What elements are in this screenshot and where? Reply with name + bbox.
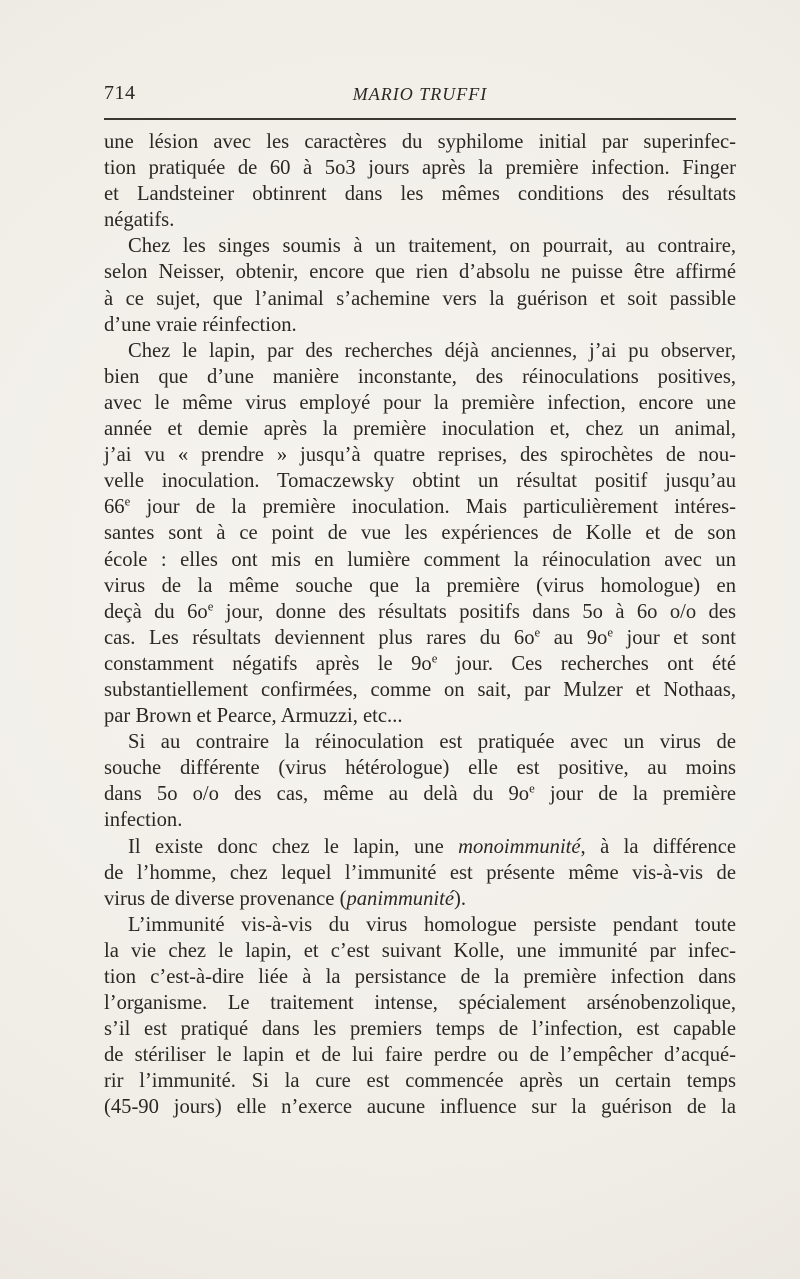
text-line: avec le même virus employé pour la première infection, encore une xyxy=(104,391,736,414)
text-line: de stériliser le lapin et de lui faire perdre ou de l’empêcher d’acqué- xyxy=(104,1044,736,1067)
page-number: 714 xyxy=(104,82,136,104)
text-line: virus de la même souche que la première (virus homologue) en xyxy=(104,574,736,597)
text-line: de l’homme, chez lequel l’immunité est présente même vis-à-vis de xyxy=(104,861,736,884)
paragraph-1 xyxy=(104,129,736,233)
paragraph-2 xyxy=(104,233,736,337)
paragraph-6 xyxy=(104,912,736,1121)
running-title: MARIO TRUFFI xyxy=(352,84,488,104)
text-line: négatifs. xyxy=(104,209,175,232)
text-line: l’organisme. Le traitement intense, spécialement arsénobenzolique, xyxy=(104,992,736,1015)
page-header xyxy=(104,82,736,116)
text-line: Chez les singes soumis à un traitement, on pourrait, au contraire, xyxy=(128,235,736,258)
text-line: constamment négatifs après le $9o^e$ jour. Ces recherches ont été xyxy=(104,651,736,675)
text-line: Il existe donc chez le lapin, une monoimmunité, à la différence xyxy=(128,835,736,858)
text-line: bien que d’une manière inconstante, des réinoculations positives, xyxy=(104,365,736,388)
text-line: et Landsteiner obtinrent dans les mêmes conditions des résultats xyxy=(104,183,736,206)
text-line: à ce sujet, que l’animal s’achemine vers la guérison et soit passible xyxy=(104,287,736,310)
text-line: deçà du $6o^e$ jour, donne des résultats positifs dans 5o à 6o o/o des xyxy=(104,599,737,623)
text-line: santes sont à ce point de vue les expériences de Kolle et de son xyxy=(104,522,736,545)
paragraph-3 xyxy=(104,338,736,729)
text-line: souche différente (virus hétérologue) elle est positive, au moins xyxy=(104,757,736,780)
text-line: année et demie après la première inoculation et, chez un animal, xyxy=(104,418,736,441)
text-line: cas. Les résultats deviennent plus rares du $6o^e$ au $9o^e$ jour et sont xyxy=(104,625,736,649)
text-line: la vie chez le lapin, et c’est suivant Kolle, une immunité par infec- xyxy=(104,939,736,962)
text-line: infection. xyxy=(104,809,183,832)
text-line: Chez le lapin, par des recherches déjà anciennes, j’ai pu observer, xyxy=(128,339,736,362)
text-line: L’immunité vis-à-vis du virus homologue persiste pendant toute xyxy=(128,913,736,936)
text-line: 66e jour de la première inoculation. Mais particulièrement intéres- xyxy=(104,494,736,519)
text-line: école : elles ont mis en lumière comment la réinoculation avec un xyxy=(104,548,736,571)
text-line: selon Neisser, obtenir, encore que rien d’absolu ne puisse être affirmé xyxy=(104,261,736,284)
text-line: d’une vraie réinfection. xyxy=(104,313,297,336)
text-line: tion c’est-à-dire liée à la persistance de la première infection dans xyxy=(104,966,736,988)
text-line: dans 5o o/o des cas, même au delà du $9o^e$ jour de la première xyxy=(104,781,736,806)
text-line: tion pratiquée de 60 à 5o3 jours après la première infection. Finger xyxy=(104,157,736,180)
header-rule xyxy=(104,118,736,120)
text-line: substantiellement confirmées, comme on sait, par Mulzer et Nothaas, xyxy=(104,678,736,701)
paragraph-4 xyxy=(104,729,736,833)
text-line: (45-90 jours) elle n’exerce aucune influence sur la guérison de la xyxy=(104,1096,736,1119)
text-line: s’il est pratiqué dans les premiers temps de l’infection, est capable xyxy=(104,1018,736,1041)
text-line: j’ai vu « prendre » jusqu’à quatre reprises, des spirochètes de nou- xyxy=(104,444,736,467)
text-line: velle inoculation. Tomaczewsky obtint un résultat positif jusqu’au xyxy=(104,470,736,493)
text-line: une lésion avec les caractères du syphilome initial par superinfec- xyxy=(104,131,736,153)
text-line: rir l’immunité. Si la cure est commencée après un certain temps xyxy=(104,1070,736,1093)
body-text xyxy=(104,129,736,1121)
text-line: virus de diverse provenance (panimmunité). xyxy=(104,887,467,910)
text-line: par Brown et Pearce, Armuzzi, etc... xyxy=(104,705,403,728)
text-line: Si au contraire la réinoculation est pratiquée avec un virus de xyxy=(128,731,736,754)
paragraph-5 xyxy=(104,834,736,912)
